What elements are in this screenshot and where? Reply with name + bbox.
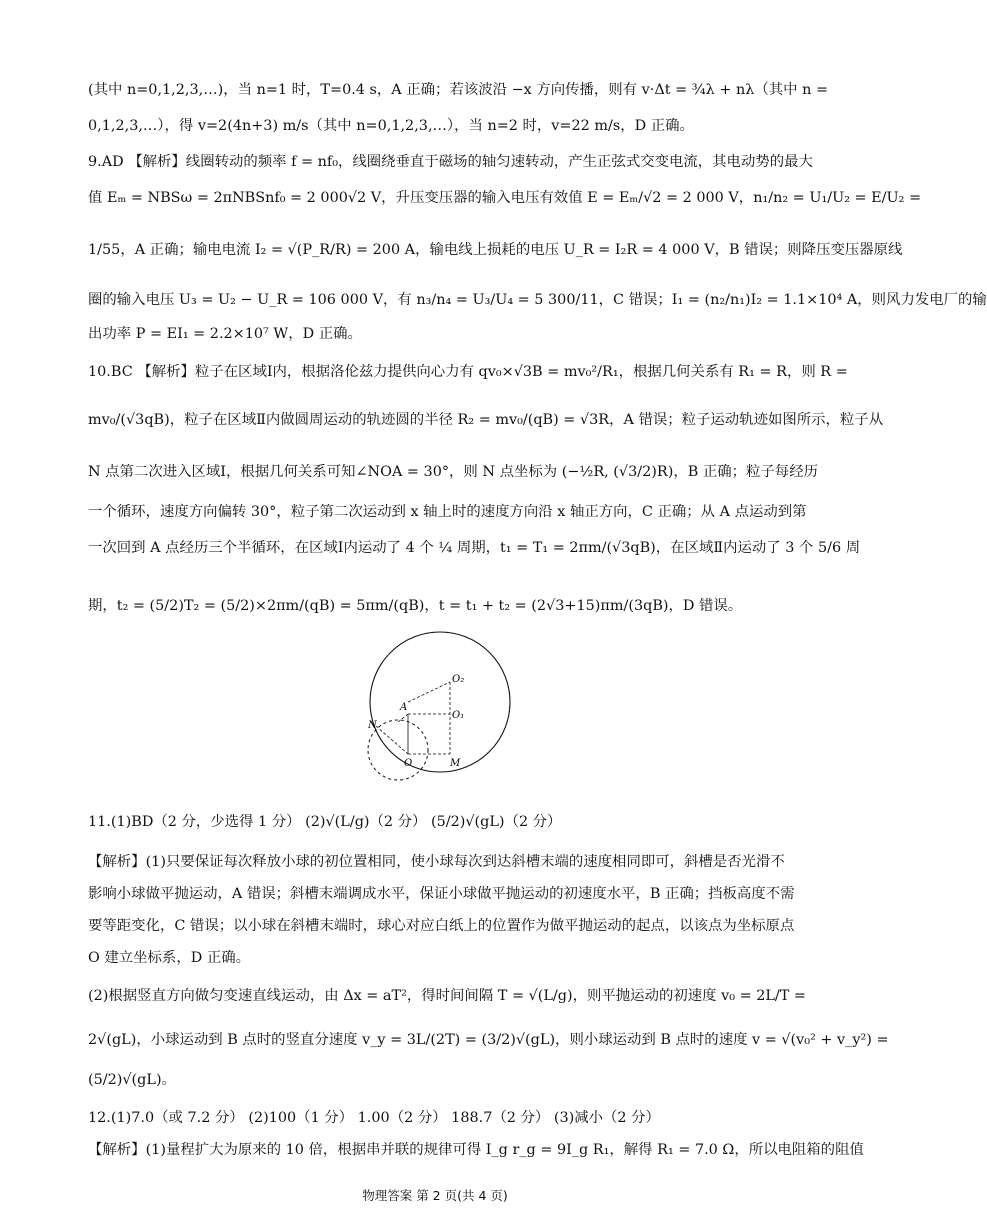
label-a: A [400,702,408,713]
q9-line-5: 出功率 P = EI₁ = 2.2×10⁷ W，D 正确。 [88,326,362,342]
q10-line-4: 一个循环，速度方向偏转 30°，粒子第二次运动到 x 轴上时的速度方向沿 x 轴正方向，C 正确；从 A 点运动到第 [88,504,807,520]
q10-line-3: N 点第二次进入区域Ⅰ，根据几何关系可知∠NOA = 30°，则 N 点坐标为 (−½R, (√3/2)R)，B 正确；粒子每经历 [88,464,818,480]
label-o2: O₂ [452,674,465,685]
q9-line-1: 9.AD 【解析】线圈转动的频率 f = nf₀，线圈绕垂直于磁场的轴匀速转动，产生正弦式交变电流，其电动势的最大 [88,154,813,170]
q11-expl-2: 影响小球做平抛运动，A 错误；斜槽末端调成水平，保证小球做平抛运动的初速度水平，B 正确；挡板高度不需 [88,886,795,902]
q11-expl-1: 【解析】(1)只要保证每次释放小球的初位置相同，使小球每次到达斜槽末端的速度相同即可，斜槽是否光滑不 [88,854,785,870]
label-m: M [450,758,461,769]
q9-line-3: 1/55，A 正确；输电电流 I₂ = √(P_R/R) = 200 A，输电线上损耗的电压 U_R = I₂R = 4 000 V，B 错误；则降压变压器原线 [88,242,903,258]
line-1: (其中 n=0,1,2,3,…)，当 n=1 时，T=0.4 s，A 正确；若该波沿 −x 方向传播，则有 v·Δt = ¾λ + nλ（其中 n = [88,82,829,98]
q10-line-5: 一次回到 A 点经历三个半循环，在区域Ⅰ内运动了 4 个 ¼ 周期，t₁ = T₁ = 2πm/(√3qB)，在区域Ⅱ内运动了 3 个 5/6 周 [88,540,861,556]
label-n: N [368,720,377,731]
q10-line-1: 10.BC 【解析】粒子在区域Ⅰ内，根据洛伦兹力提供向心力有 qv₀×√3B = mv₀²/R₁，根据几何关系有 R₁ = R，则 R = [88,364,848,380]
label-o1: O₁ [452,710,465,721]
q9-line-2: 值 Eₘ = NBSω = 2πNBSnf₀ = 2 000√2 V，升压变压器的输入电压有效值 E = Eₘ/√2 = 2 000 V，n₁/n₂ = U₁/U₂ = E/U₂ = [88,190,922,206]
line-2: 0,1,2,3,…），得 v=2(4n+3) m/s（其中 n=0,1,2,3,…），当 n=2 时，v=22 m/s，D 正确。 [88,118,694,134]
q11-expl-3: 要等距变化，C 错误；以小球在斜槽末端时，球心对应白纸上的位置作为做平抛运动的起点，以该点为坐标原点 [88,918,795,934]
q10-line-6: 期，t₂ = (5/2)T₂ = (5/2)×2πm/(qB) = 5πm/(qB)，t = t₁ + t₂ = (2√3+15)πm/(3qB)，D 错误。 [88,598,743,614]
trajectory-figure [360,630,510,790]
q10-line-2: mv₀/(√3qB)，粒子在区域Ⅱ内做圆周运动的轨迹圆的半径 R₂ = mv₀/(qB) = √3R，A 错误；粒子运动轨迹如图所示，粒子从 [88,412,884,428]
q9-line-4: 圈的输入电压 U₃ = U₂ − U_R = 106 000 V，有 n₃/n₄ = U₃/U₄ = 5 300/11，C 错误；I₁ = (n₂/n₁)I₂ = 1.1×10⁴ A，则风力发电厂的输 [88,292,987,308]
q11-expl-5: (2)根据竖直方向做匀变速直线运动，由 Δx = aT²，得时间间隔 T = √(L/g)，则平抛运动的初速度 v₀ = 2L/T = [88,988,806,1004]
q11-expl-7: (5/2)√(gL)。 [88,1072,176,1088]
q12-answer: 12.(1)7.0（或 7.2 分） (2)100（1 分） 1.00（2 分） 188.7（2 分） (3)减小（2 分） [88,1110,660,1126]
q11-answer: 11.(1)BD（2 分，少选得 1 分） (2)√(L/g)（2 分） (5/2)√(gL)（2 分） [88,814,562,830]
q11-expl-6: 2√(gL)，小球运动到 B 点时的竖直分速度 v_y = 3L/(2T) = (3/2)√(gL)，则小球运动到 B 点时的速度 v = √(v₀² + v_y²) = [88,1032,889,1048]
q11-expl-4: O 建立坐标系，D 正确。 [88,950,251,966]
q12-expl-1: 【解析】(1)量程扩大为原来的 10 倍，根据串并联的规律可得 I_g r_g = 9I_g R₁，解得 R₁ = 7.0 Ω，所以电阻箱的阻值 [88,1142,864,1158]
label-o: O [404,758,413,769]
page-footer: 物理答案 第 2 页(共 4 页) [362,1188,508,1203]
